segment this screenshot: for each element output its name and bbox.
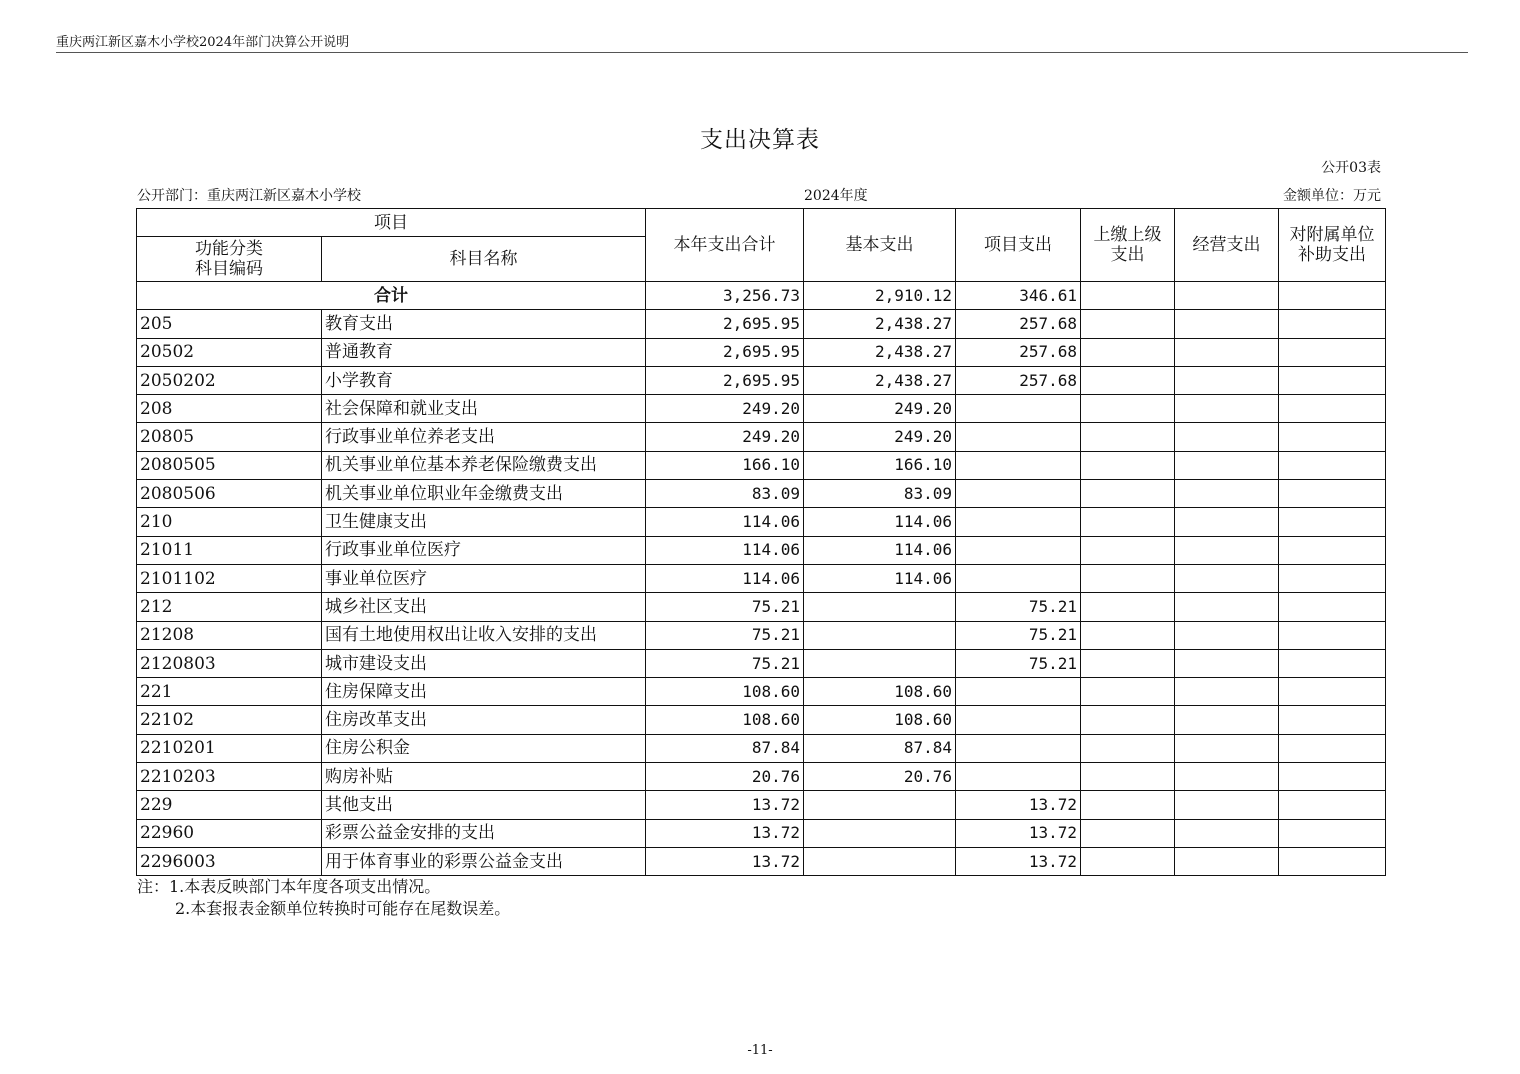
basic-cell <box>804 593 956 621</box>
upper-cell <box>1081 678 1175 706</box>
basic-cell: 114.06 <box>804 508 956 536</box>
total-business <box>1175 282 1279 310</box>
project-cell <box>956 451 1081 479</box>
subsidiary-cell <box>1279 621 1386 649</box>
header-project: 项目支出 <box>956 209 1081 282</box>
subsidiary-cell <box>1279 593 1386 621</box>
name-cell: 住房公积金 <box>322 734 646 762</box>
total-cell: 75.21 <box>646 593 804 621</box>
document-title: 支出决算表 <box>700 127 820 153</box>
name-cell: 国有土地使用权出让收入安排的支出 <box>322 621 646 649</box>
name-cell: 小学教育 <box>322 366 646 394</box>
subsidiary-cell <box>1279 763 1386 791</box>
total-cell: 114.06 <box>646 508 804 536</box>
table-row <box>137 338 1386 366</box>
header-upper: 上缴上级 支出 <box>1081 209 1175 282</box>
header-business: 经营支出 <box>1175 209 1279 282</box>
business-cell <box>1175 310 1279 338</box>
code-cell: 2210201 <box>137 734 322 762</box>
upper-cell <box>1081 734 1175 762</box>
table-row <box>137 678 1386 706</box>
name-cell: 行政事业单位养老支出 <box>322 423 646 451</box>
amount-unit: 金额单位：万元 <box>1283 188 1381 204</box>
total-subsidiary <box>1279 282 1386 310</box>
code-cell: 20805 <box>137 423 322 451</box>
name-cell: 城乡社区支出 <box>322 593 646 621</box>
project-cell: 13.72 <box>956 847 1081 875</box>
upper-cell <box>1081 310 1175 338</box>
subsidiary-cell <box>1279 423 1386 451</box>
project-cell: 13.72 <box>956 791 1081 819</box>
code-cell: 205 <box>137 310 322 338</box>
upper-cell <box>1081 338 1175 366</box>
code-cell: 2050202 <box>137 366 322 394</box>
basic-cell: 114.06 <box>804 536 956 564</box>
business-cell <box>1175 706 1279 734</box>
subsidiary-cell <box>1279 536 1386 564</box>
total-project: 346.61 <box>956 282 1081 310</box>
total-cell: 114.06 <box>646 564 804 592</box>
name-cell: 社会保障和就业支出 <box>322 395 646 423</box>
header-divider <box>56 52 1468 53</box>
total-cell: 13.72 <box>646 819 804 847</box>
table-row <box>137 310 1386 338</box>
subsidiary-cell <box>1279 480 1386 508</box>
total-cell: 20.76 <box>646 763 804 791</box>
name-cell: 其他支出 <box>322 791 646 819</box>
subsidiary-cell <box>1279 734 1386 762</box>
upper-cell <box>1081 451 1175 479</box>
basic-cell: 249.20 <box>804 395 956 423</box>
upper-cell <box>1081 395 1175 423</box>
upper-cell <box>1081 763 1175 791</box>
subsidiary-cell <box>1279 338 1386 366</box>
upper-cell <box>1081 508 1175 536</box>
name-cell: 普通教育 <box>322 338 646 366</box>
name-cell: 机关事业单位基本养老保险缴费支出 <box>322 451 646 479</box>
table-row <box>137 791 1386 819</box>
name-cell: 住房保障支出 <box>322 678 646 706</box>
name-cell: 用于体育事业的彩票公益金支出 <box>322 847 646 875</box>
basic-cell: 83.09 <box>804 480 956 508</box>
header-basic: 基本支出 <box>804 209 956 282</box>
name-cell: 机关事业单位职业年金缴费支出 <box>322 480 646 508</box>
fiscal-year: 2024年度 <box>804 188 868 204</box>
basic-cell <box>804 791 956 819</box>
business-cell <box>1175 734 1279 762</box>
header-total: 本年支出合计 <box>646 209 804 282</box>
upper-cell <box>1081 706 1175 734</box>
code-cell: 2101102 <box>137 564 322 592</box>
table-row <box>137 706 1386 734</box>
subsidiary-cell <box>1279 310 1386 338</box>
subsidiary-cell <box>1279 706 1386 734</box>
project-cell <box>956 734 1081 762</box>
project-cell: 13.72 <box>956 819 1081 847</box>
table-row <box>137 649 1386 677</box>
basic-cell: 20.76 <box>804 763 956 791</box>
total-cell: 166.10 <box>646 451 804 479</box>
project-cell <box>956 564 1081 592</box>
name-cell: 住房改革支出 <box>322 706 646 734</box>
total-cell: 249.20 <box>646 423 804 451</box>
running-header: 重庆两江新区嘉木小学校2024年部门决算公开说明 <box>56 35 350 50</box>
header-name: 科目名称 <box>322 237 646 282</box>
total-amount: 3,256.73 <box>646 282 804 310</box>
business-cell <box>1175 593 1279 621</box>
code-cell: 2296003 <box>137 847 322 875</box>
business-cell <box>1175 621 1279 649</box>
basic-cell: 108.60 <box>804 706 956 734</box>
business-cell <box>1175 847 1279 875</box>
project-cell <box>956 395 1081 423</box>
code-cell: 221 <box>137 678 322 706</box>
header-code: 功能分类 科目编码 <box>137 237 322 282</box>
code-cell: 22102 <box>137 706 322 734</box>
basic-cell: 249.20 <box>804 423 956 451</box>
notes <box>137 876 510 920</box>
project-cell <box>956 678 1081 706</box>
table-row <box>137 536 1386 564</box>
basic-cell: 108.60 <box>804 678 956 706</box>
project-cell <box>956 480 1081 508</box>
business-cell <box>1175 451 1279 479</box>
name-cell: 教育支出 <box>322 310 646 338</box>
code-cell: 22960 <box>137 819 322 847</box>
total-cell: 83.09 <box>646 480 804 508</box>
business-cell <box>1175 819 1279 847</box>
business-cell <box>1175 508 1279 536</box>
subsidiary-cell <box>1279 366 1386 394</box>
total-basic: 2,910.12 <box>804 282 956 310</box>
basic-cell: 2,438.27 <box>804 310 956 338</box>
total-cell: 13.72 <box>646 791 804 819</box>
business-cell <box>1175 423 1279 451</box>
code-cell: 210 <box>137 508 322 536</box>
business-cell <box>1175 678 1279 706</box>
basic-cell <box>804 649 956 677</box>
name-cell: 彩票公益金安排的支出 <box>322 819 646 847</box>
total-upper <box>1081 282 1175 310</box>
business-cell <box>1175 649 1279 677</box>
table-row <box>137 508 1386 536</box>
name-cell: 卫生健康支出 <box>322 508 646 536</box>
upper-cell <box>1081 593 1175 621</box>
total-row <box>137 282 1386 310</box>
table-row <box>137 847 1386 875</box>
header-subsidiary: 对附属单位 补助支出 <box>1279 209 1386 282</box>
subsidiary-cell <box>1279 508 1386 536</box>
total-cell: 108.60 <box>646 678 804 706</box>
upper-cell <box>1081 366 1175 394</box>
header-item: 项目 <box>137 209 646 237</box>
code-cell: 21208 <box>137 621 322 649</box>
total-cell: 249.20 <box>646 395 804 423</box>
code-cell: 2080505 <box>137 451 322 479</box>
project-cell: 257.68 <box>956 366 1081 394</box>
total-cell: 2,695.95 <box>646 310 804 338</box>
name-cell: 事业单位医疗 <box>322 564 646 592</box>
basic-cell: 2,438.27 <box>804 338 956 366</box>
code-cell: 208 <box>137 395 322 423</box>
basic-cell: 2,438.27 <box>804 366 956 394</box>
total-cell: 108.60 <box>646 706 804 734</box>
table-row <box>137 395 1386 423</box>
upper-cell <box>1081 649 1175 677</box>
business-cell <box>1175 763 1279 791</box>
business-cell <box>1175 791 1279 819</box>
table-row <box>137 366 1386 394</box>
total-cell: 2,695.95 <box>646 366 804 394</box>
subsidiary-cell <box>1279 564 1386 592</box>
code-cell: 212 <box>137 593 322 621</box>
project-cell: 75.21 <box>956 621 1081 649</box>
form-code: 公开03表 <box>1321 160 1381 176</box>
upper-cell <box>1081 791 1175 819</box>
subsidiary-cell <box>1279 395 1386 423</box>
business-cell <box>1175 536 1279 564</box>
project-cell <box>956 763 1081 791</box>
upper-cell <box>1081 847 1175 875</box>
subsidiary-cell <box>1279 678 1386 706</box>
subsidiary-cell <box>1279 847 1386 875</box>
code-cell: 2080506 <box>137 480 322 508</box>
table-row <box>137 819 1386 847</box>
table-row <box>137 480 1386 508</box>
upper-cell <box>1081 564 1175 592</box>
table-row <box>137 593 1386 621</box>
total-cell: 2,695.95 <box>646 338 804 366</box>
note-line: 注：1.本表反映部门本年度各项支出情况。 <box>137 877 441 896</box>
project-cell <box>956 508 1081 536</box>
code-cell: 2210203 <box>137 763 322 791</box>
note-line: 2.本套报表金额单位转换时可能存在尾数误差。 <box>175 899 511 918</box>
subsidiary-cell <box>1279 649 1386 677</box>
business-cell <box>1175 338 1279 366</box>
code-cell: 229 <box>137 791 322 819</box>
project-cell: 257.68 <box>956 338 1081 366</box>
table-row <box>137 564 1386 592</box>
page-number: -11- <box>747 1043 773 1058</box>
project-cell: 75.21 <box>956 649 1081 677</box>
project-cell <box>956 706 1081 734</box>
table-row <box>137 734 1386 762</box>
table-row <box>137 451 1386 479</box>
subsidiary-cell <box>1279 791 1386 819</box>
business-cell <box>1175 564 1279 592</box>
business-cell <box>1175 395 1279 423</box>
total-cell: 75.21 <box>646 621 804 649</box>
project-cell <box>956 423 1081 451</box>
code-cell: 21011 <box>137 536 322 564</box>
upper-cell <box>1081 536 1175 564</box>
upper-cell <box>1081 621 1175 649</box>
table-row <box>137 621 1386 649</box>
basic-cell: 114.06 <box>804 564 956 592</box>
table-row <box>137 763 1386 791</box>
total-cell: 13.72 <box>646 847 804 875</box>
code-cell: 20502 <box>137 338 322 366</box>
basic-cell: 87.84 <box>804 734 956 762</box>
expenditure-table <box>136 208 1386 876</box>
business-cell <box>1175 366 1279 394</box>
upper-cell <box>1081 480 1175 508</box>
total-label: 合计 <box>137 282 646 310</box>
project-cell <box>956 536 1081 564</box>
basic-cell <box>804 621 956 649</box>
upper-cell <box>1081 819 1175 847</box>
project-cell: 257.68 <box>956 310 1081 338</box>
name-cell: 城市建设支出 <box>322 649 646 677</box>
business-cell <box>1175 480 1279 508</box>
code-cell: 2120803 <box>137 649 322 677</box>
name-cell: 购房补贴 <box>322 763 646 791</box>
basic-cell <box>804 847 956 875</box>
name-cell: 行政事业单位医疗 <box>322 536 646 564</box>
total-cell: 114.06 <box>646 536 804 564</box>
table-row <box>137 423 1386 451</box>
project-cell: 75.21 <box>956 593 1081 621</box>
subsidiary-cell <box>1279 451 1386 479</box>
basic-cell <box>804 819 956 847</box>
total-cell: 87.84 <box>646 734 804 762</box>
department-label: 公开部门：重庆两江新区嘉木小学校 <box>137 188 361 204</box>
subsidiary-cell <box>1279 819 1386 847</box>
basic-cell: 166.10 <box>804 451 956 479</box>
total-cell: 75.21 <box>646 649 804 677</box>
upper-cell <box>1081 423 1175 451</box>
